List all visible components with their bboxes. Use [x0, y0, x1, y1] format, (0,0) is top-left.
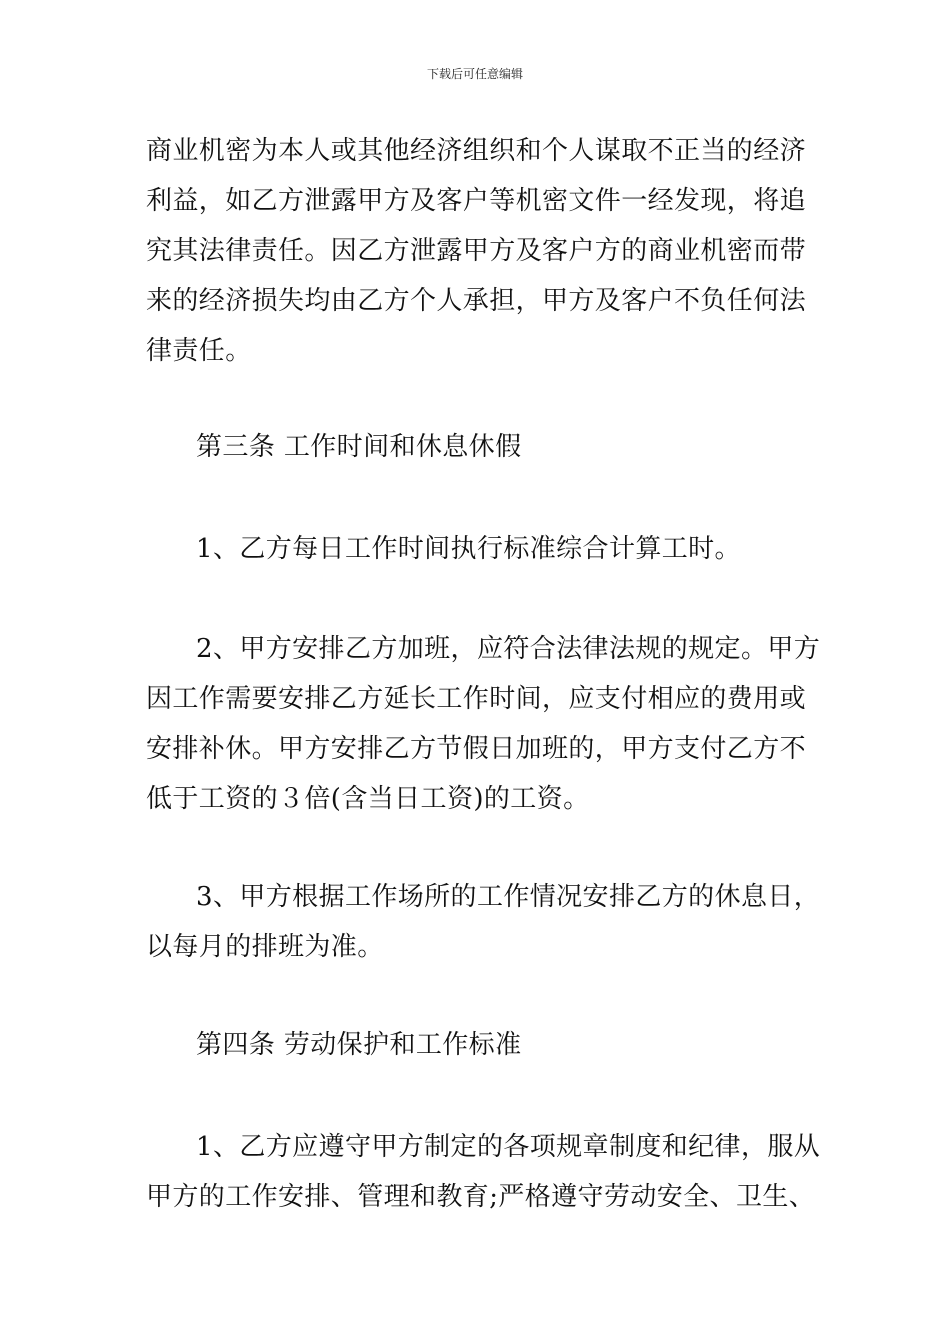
text-line: 律责任。: [146, 336, 252, 366]
text-line: 安排补休。甲方安排乙方节假日加班的，甲方支付乙方不: [146, 734, 807, 764]
text-line: 1、乙方每日工作时间执行标准综合计算工时。: [196, 534, 741, 564]
text-line: 来的经济损失均由乙方个人承担，甲方及客户不负任何法: [146, 286, 807, 316]
text-line: 甲方的工作安排、管理和教育;严格遵守劳动安全、卫生、: [146, 1182, 816, 1212]
text-line: 1、乙方应遵守甲方制定的各项规章制度和纪律，服从: [196, 1132, 821, 1162]
article-4-heading: 第四条 劳动保护和工作标准: [196, 1030, 522, 1060]
text-line: 3、甲方根据工作场所的工作情况安排乙方的休息日，: [196, 882, 821, 912]
text-line: 2、甲方安排乙方加班，应符合法律法规的规定。甲方: [196, 634, 821, 664]
text-line: 以每月的排班为准。: [146, 932, 384, 962]
text-line: 因工作需要安排乙方延长工作时间，应支付相应的费用或: [146, 684, 807, 714]
text-line: 商业机密为本人或其他经济组织和个人谋取不正当的经济: [146, 136, 807, 166]
text-line: 低于工资的３倍(含当日工资)的工资。: [146, 784, 590, 814]
text-line: 利益，如乙方泄露甲方及客户等机密文件一经发现，将追: [146, 186, 807, 216]
page-header: 下载后可任意编辑: [426, 67, 523, 81]
article-3-heading: 第三条 工作时间和休息休假: [196, 432, 522, 462]
text-line: 究其法律责任。因乙方泄露甲方及客户方的商业机密而带: [146, 236, 807, 266]
